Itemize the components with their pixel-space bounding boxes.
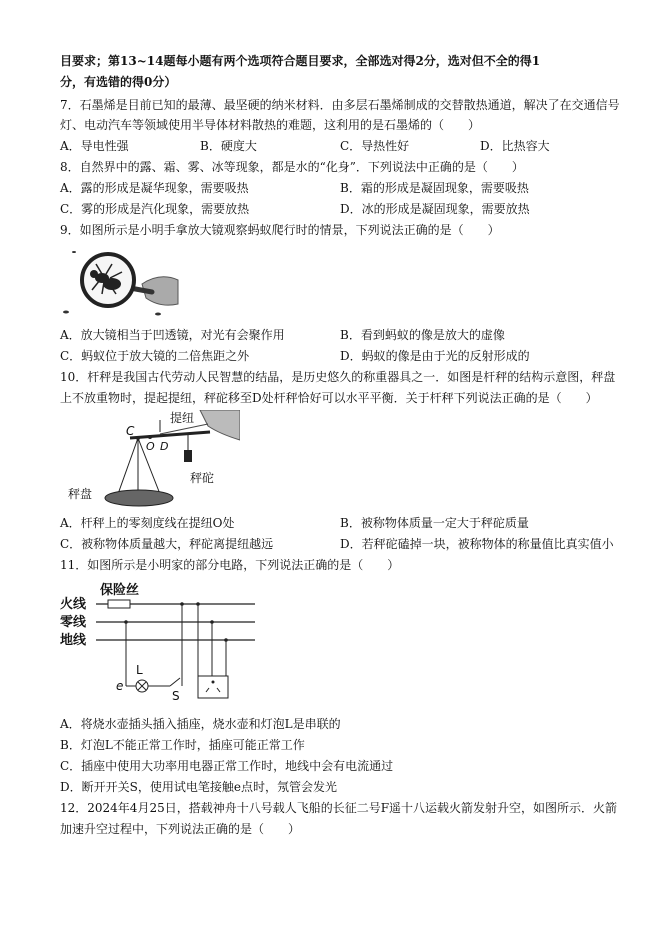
- q10-option-d[interactable]: D．若秤砣磕掉一块，被称物体的称量值比真实值小: [340, 537, 614, 551]
- label-lamp: L: [136, 663, 143, 677]
- label-fuse: 保险丝: [100, 583, 140, 598]
- instructions-line-2: 分，有选错的得0分）: [60, 75, 177, 89]
- q11-stem: 11．如图所示是小明家的部分电路，下列说法正确的是（ ）: [60, 558, 400, 572]
- home-circuit-figure: [60, 578, 260, 704]
- label-pan: 秤盘: [68, 487, 93, 501]
- q10-option-b[interactable]: B．被称物体质量一定大于秤砣质量: [340, 516, 529, 530]
- label-weight: 秤砣: [190, 471, 215, 485]
- label-switch: S: [172, 689, 180, 703]
- label-point-e: e: [116, 679, 124, 693]
- q12-stem-line-1: 12．2024年4月25日，搭载神舟十八号载人飞船的长征二号F遥十八运载火箭发射升空，如图所示．火箭: [60, 801, 618, 815]
- q11-option-c[interactable]: C．插座中使用大功率用电器正常工作时，地线中会有电流通过: [60, 759, 394, 773]
- q7-option-d[interactable]: D．比热容大: [480, 139, 550, 153]
- q7-stem-line-2: 灯、电动汽车等领域使用半导体材料散热的难题，这利用的是石墨烯的（ ）: [60, 118, 481, 132]
- q7-option-a[interactable]: A．导电性强: [60, 139, 129, 153]
- q9-option-d[interactable]: D．蚂蚁的像是由于光的反射形成的: [340, 349, 530, 363]
- q11-option-b[interactable]: B．灯泡L不能正常工作时，插座可能正常工作: [60, 738, 305, 752]
- q9-option-b[interactable]: B．看到蚂蚁的像是放大的虚像: [340, 328, 505, 342]
- q8-option-c[interactable]: C．雾的形成是汽化现象，需要放热: [60, 202, 250, 216]
- q9-stem: 9．如图所示是小明手拿放大镜观察蚂蚁爬行时的情景，下列说法正确的是（ ）: [60, 223, 500, 237]
- label-neutral-wire: 零线: [60, 615, 87, 630]
- steelyard-figure: [60, 410, 240, 514]
- q8-option-d[interactable]: D．冰的形成是凝固现象，需要放热: [340, 202, 530, 216]
- q10-option-a[interactable]: A．杆秤上的零刻度线在提纽O处: [60, 516, 235, 530]
- q7-option-c[interactable]: C．导热性好: [340, 139, 410, 153]
- q9-option-a[interactable]: A．放大镜相当于凹透镜，对光有会聚作用: [60, 328, 285, 342]
- q8-option-b[interactable]: B．霜的形成是凝固现象，需要吸热: [340, 181, 529, 195]
- label-live-wire: 火线: [60, 597, 87, 612]
- label-o: O: [146, 440, 155, 453]
- q8-option-a[interactable]: A．露的形成是凝华现象，需要吸热: [60, 181, 249, 195]
- instructions-line-1: 目要求；第13~14题每小题有两个选项符合题目要求，全部选对得2分，选对但不全的得1: [60, 54, 541, 68]
- q7-stem-line-1: 7．石墨烯是目前已知的最薄、最坚硬的纳米材料．由多层石墨烯制成的交替散热通道，解决了在交通信号: [60, 98, 620, 112]
- q10-stem-line-2: 上不放重物时，提起提纽，秤砣移至D处杆秤恰好可以水平平衡．关于杆秤下列说法正确的是（ ）: [60, 391, 598, 405]
- label-c: C: [126, 424, 135, 438]
- q7-option-b[interactable]: B．硬度大: [200, 139, 257, 153]
- label-knob: 提纽: [170, 411, 195, 425]
- label-ground-wire: 地线: [60, 633, 87, 648]
- magnifier-ant-figure: [60, 244, 180, 322]
- q11-option-d[interactable]: D．断开开关S，使用试电笔接触e点时，氖管会发光: [60, 780, 337, 794]
- q10-option-c[interactable]: C．被称物体质量越大，秤砣离提纽越远: [60, 537, 274, 551]
- q12-stem-line-2: 加速升空过程中，下列说法正确的是（ ）: [60, 822, 301, 836]
- q10-stem-line-1: 10．杆秤是我国古代劳动人民智慧的结晶，是历史悠久的称重器具之一．如图是杆秤的结构示意图，秤盘: [60, 370, 616, 384]
- q8-stem: 8．自然界中的露、霜、雾、冰等现象，都是水的“化身”．下列说法中正确的是（ ）: [60, 160, 524, 174]
- q9-option-c[interactable]: C．蚂蚁位于放大镜的二倍焦距之外: [60, 349, 250, 363]
- label-d: D: [160, 440, 169, 453]
- q11-option-a[interactable]: A．将烧水壶插头插入插座，烧水壶和灯泡L是串联的: [60, 717, 341, 731]
